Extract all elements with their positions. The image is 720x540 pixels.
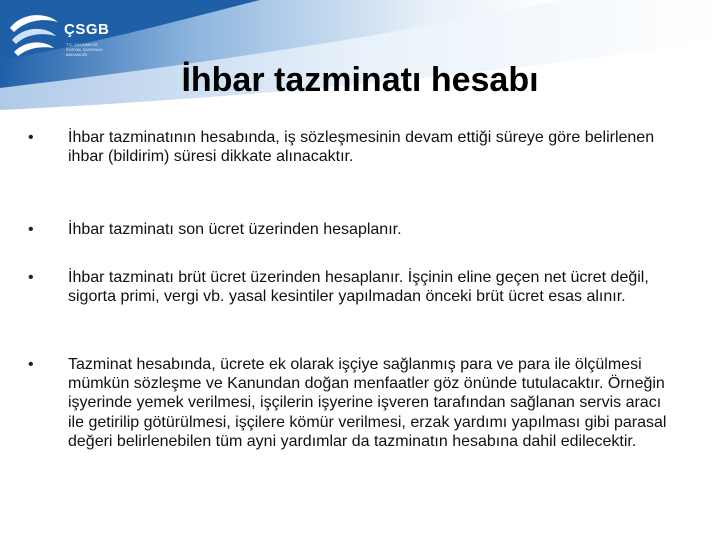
logo-subtitle-line: BAKANLIĞI [66,52,88,57]
bullet-marker: • [28,356,34,373]
bullet-marker: • [28,129,34,146]
bullet-text: İhbar tazminatı son ücret üzerinden hesaplanır. [68,221,402,238]
bullet-marker: • [28,269,34,286]
logo-name: ÇSGB [64,21,110,38]
logo-emblem-icon [4,6,64,66]
logo-subtitle [66,42,126,57]
logo-subtitle-line: T.C. ÇALIŞMA VE [66,42,99,47]
slide-title: İhbar tazminatı hesabı [181,61,539,99]
logo-subtitle-line: SOSYAL GÜVENLİK [66,47,103,52]
bullet-text: İhbar tazminatı brüt ücret üzerinden hesaplanır. İşçinin eline geçen net ücret değil, sigorta primi, vergi vb. yasal kesintiler yapılmadan önceki brüt ücret esas alınır. [68,269,649,306]
bullet-text: İhbar tazminatının hesabında, iş sözleşmesinin devam ettiği süreye göre belirlenen ihbar (bildirim) süresi dikkate alınacaktır. [68,129,655,166]
bullet-marker: • [28,221,34,238]
bullet-text: Tazminat hesabında, ücrete ek olarak işçiye sağlanmış para ve para ile ölçülmesi mümkün sözleşme ve Kanundan doğan menfaatler göz önünde tutulacaktır. Örneğin işyerinde yemek verilmesi, işçilerin işyerine işveren tarafından sağlanan servis aracı ile getirilip götürülmesi, işçilere kömür verilmesi, erzak yardımı yapılması gibi parasal değeri belirlenebilen tüm ayni yardımlar da tazminatın hesabına dahil edilecektir. [68,356,667,450]
